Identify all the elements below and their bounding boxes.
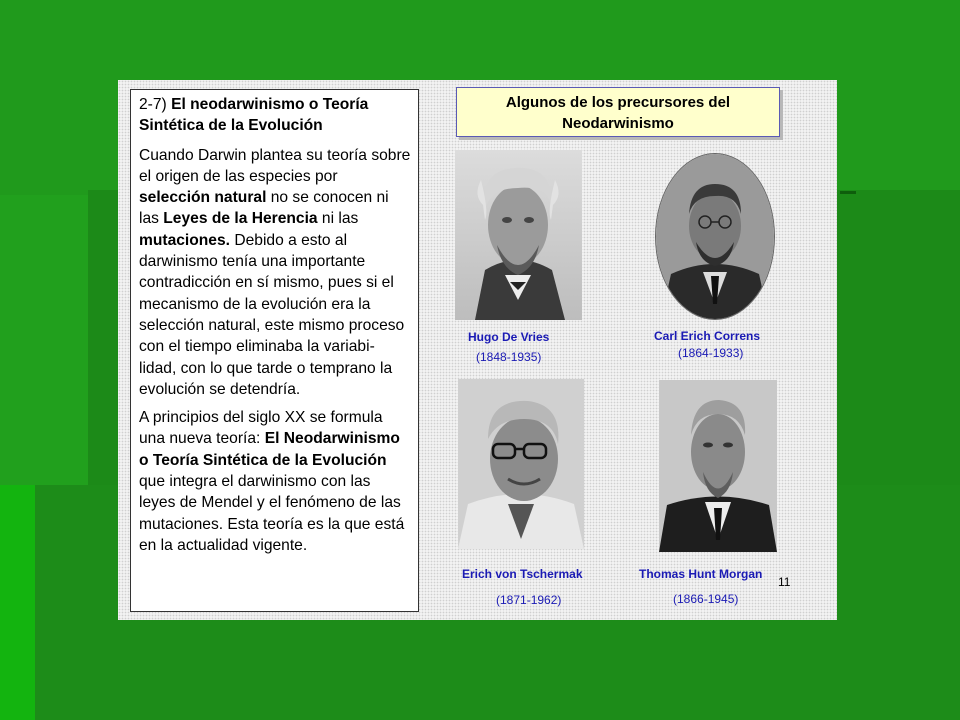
- portrait-thomas-hunt-morgan: [659, 380, 777, 552]
- person-photo-icon: [458, 379, 584, 549]
- years-erich-von-tschermak: (1871-1962): [496, 593, 562, 607]
- page-number: 11: [778, 575, 791, 589]
- text-run: que integra el darwinismo con las leyes de Mendel y el fenómeno de las mutaciones. Esta teoría es la que está en la actualidad vigente.: [139, 473, 405, 554]
- background-line: [840, 191, 856, 194]
- heading-number: 2-7): [139, 96, 167, 113]
- text-run: ni las: [317, 210, 359, 228]
- paragraph-1: [139, 145, 411, 401]
- years-thomas-hunt-morgan: (1866-1945): [673, 592, 739, 606]
- years-hugo-de-vries: (1848-1935): [476, 350, 542, 364]
- name-hugo-de-vries: Hugo De Vries: [468, 330, 550, 344]
- paragraph-2: [139, 407, 411, 556]
- person-photo-icon: [656, 154, 774, 319]
- text-panel: [130, 89, 419, 612]
- name-thomas-hunt-morgan: Thomas Hunt Morgan: [639, 567, 763, 581]
- years-carl-erich-correns: (1864-1933): [678, 346, 744, 360]
- background-left-accent: [0, 485, 35, 720]
- section-heading: [139, 94, 411, 137]
- text-run: Cuando Darwin plantea su teoría sobre el origen de las especies por: [139, 146, 411, 185]
- portrait-hugo-de-vries: [455, 150, 582, 320]
- text-run: Debido a esto al darwinismo tenía una importante contradicción en sí mismo, pues si el mecanismo de la evolución era la selección natural, este mismo proceso con el tiempo eliminaba la variabi-lidad, con lo que tarde o temprano la evolución se detendría.: [139, 231, 405, 398]
- person-photo-icon: [659, 380, 777, 552]
- precursors-title: Algunos de los precursores del Neodarwinismo: [456, 87, 780, 137]
- heading-title: El neodarwinismo o Teoría Sintética de la Evolución: [139, 96, 369, 135]
- text-run: El Neodarwinismo o Teoría Sintética de la Evolución: [139, 430, 400, 469]
- text-run: selección natural: [139, 189, 267, 207]
- text-run: no se conocen ni las: [139, 189, 389, 228]
- text-run: Leyes de la Herencia: [163, 210, 318, 228]
- text-run: mutaciones.: [139, 231, 230, 249]
- text-run: A principios del siglo XX se formula una nueva teoría:: [139, 409, 383, 448]
- name-carl-erich-correns: Carl Erich Correns: [654, 329, 761, 343]
- slide-image: [118, 80, 837, 620]
- person-photo-icon: [455, 150, 582, 320]
- portrait-carl-erich-correns: [655, 153, 775, 320]
- portrait-erich-von-tschermak: [458, 379, 584, 549]
- name-erich-von-tschermak: Erich von Tschermak: [462, 567, 583, 581]
